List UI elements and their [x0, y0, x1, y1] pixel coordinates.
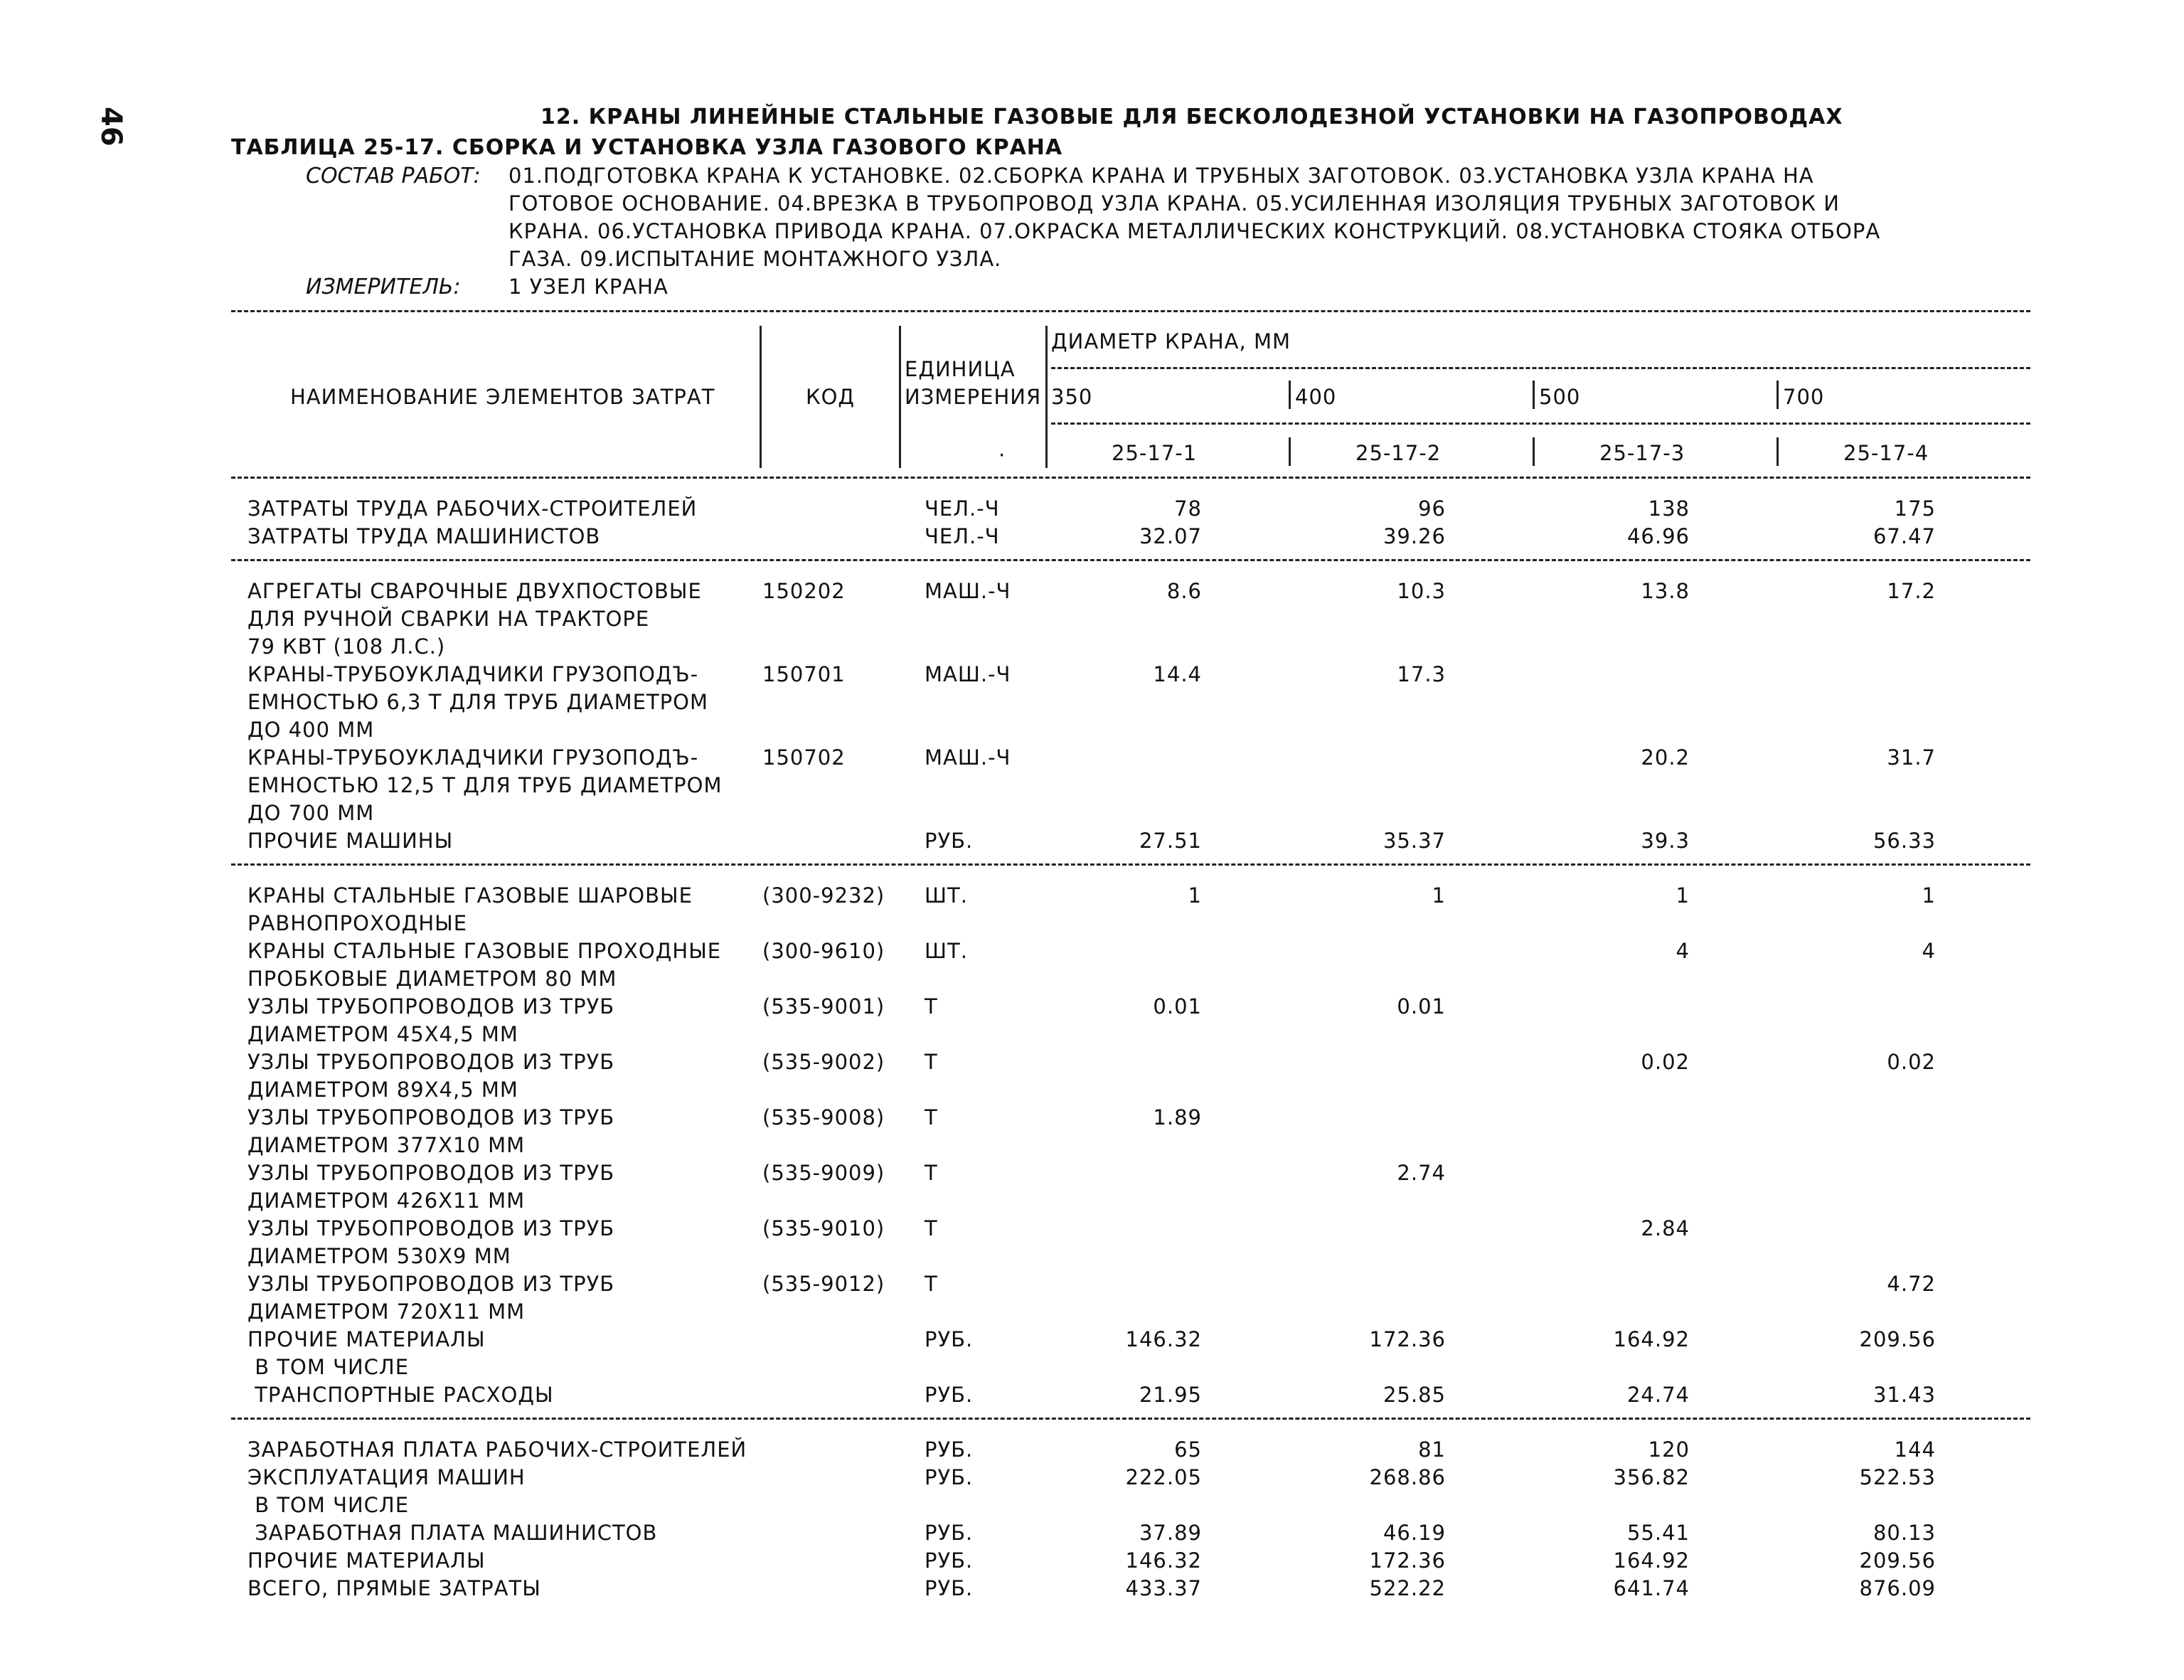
row-name-line: ДЛЯ РУЧНОЙ СВАРКИ НА ТРАКТОРЕ [247, 607, 650, 631]
row-unit: ЧЕЛ.-Ч [925, 524, 1000, 548]
row-value-3: 46.96 [1626, 524, 1690, 548]
row-code: (535-9012) [762, 1272, 885, 1296]
row-value-3: 641.74 [1613, 1576, 1690, 1600]
row-unit: РУБ. [925, 1548, 974, 1573]
group-rule [231, 559, 2030, 561]
row-name-line: УЗЛЫ ТРУБОПРОВОДОВ ИЗ ТРУБ [247, 1272, 615, 1296]
header-divider-code-4 [1777, 437, 1779, 466]
header-divider-values [1045, 326, 1048, 468]
row-unit: РУБ. [925, 1465, 974, 1489]
row-value-2: 1 [1432, 883, 1446, 908]
row-value-1: 37.89 [1139, 1521, 1202, 1545]
row-value-4: 56.33 [1873, 829, 1936, 853]
header-diameter-350: 350 [1051, 385, 1093, 409]
row-unit: РУБ. [925, 1521, 974, 1545]
row-name-line: КРАНЫ СТАЛЬНЫЕ ГАЗОВЫЕ ПРОХОДНЫЕ [247, 939, 722, 963]
row-value-3: 20.2 [1641, 745, 1690, 770]
row-name-line: ЕМНОСТЬЮ 6,3 Т ДЛЯ ТРУБ ДИАМЕТРОМ [247, 690, 709, 714]
row-name-line: РАВНОПРОХОДНЫЕ [247, 911, 468, 935]
row-value-1: 78 [1174, 496, 1202, 521]
row-value-1: 146.32 [1125, 1327, 1202, 1351]
row-unit: РУБ. [925, 829, 974, 853]
row-value-1: 14.4 [1153, 662, 1202, 686]
row-name-line: УЗЛЫ ТРУБОПРОВОДОВ ИЗ ТРУБ [247, 1161, 615, 1185]
row-unit: РУБ. [925, 1327, 974, 1351]
row-name-line: ДИАМЕТРОМ 720Х11 ММ [247, 1299, 526, 1324]
header-divider-code [760, 326, 762, 468]
row-name-line: УЗЛЫ ТРУБОПРОВОДОВ ИЗ ТРУБ [247, 1216, 615, 1240]
row-name-line: УЗЛЫ ТРУБОПРОВОДОВ ИЗ ТРУБ [247, 1050, 615, 1074]
row-value-2: 172.36 [1369, 1548, 1446, 1573]
row-name-line: ЗАРАБОТНАЯ ПЛАТА МАШИНИСТОВ [247, 1521, 658, 1545]
header-name: НАИМЕНОВАНИЕ ЭЛЕМЕНТОВ ЗАТРАТ [290, 385, 715, 409]
row-value-4: 175 [1894, 496, 1936, 521]
row-value-1: 146.32 [1125, 1548, 1202, 1573]
header-diameter-700: 700 [1783, 385, 1825, 409]
row-code: 150701 [762, 662, 846, 686]
row-name-line: КРАНЫ СТАЛЬНЫЕ ГАЗОВЫЕ ШАРОВЫЕ [247, 883, 693, 908]
row-unit: Т [925, 1216, 938, 1240]
header-unit-2: ИЗМЕРЕНИЯ [905, 385, 1042, 409]
header-code-25-17-3: 25-17-3 [1599, 441, 1685, 465]
row-value-2: 268.86 [1369, 1465, 1446, 1489]
header-diameter-500: 500 [1539, 385, 1581, 409]
header-divider-500 [1533, 381, 1535, 409]
header-code-25-17-2: 25-17-2 [1355, 441, 1442, 465]
row-value-1: 8.6 [1166, 579, 1202, 603]
header-bottom-rule [231, 477, 2030, 479]
row-name-line: ДИАМЕТРОМ 45Х4,5 ММ [247, 1022, 518, 1046]
header-diameter: ДИАМЕТР КРАНА, ММ [1051, 329, 1291, 353]
work-label: СОСТАВ РАБОТ: [306, 164, 481, 188]
table-title: ТАБЛИЦА 25-17. СБОРКА И УСТАНОВКА УЗЛА ГАЗОВОГО КРАНА [231, 135, 1063, 160]
row-value-3: 4 [1676, 939, 1690, 963]
header-code-25-17-1: 25-17-1 [1112, 441, 1198, 465]
row-value-2: 172.36 [1369, 1327, 1446, 1351]
group-rule [231, 863, 2030, 866]
row-value-2: 25.85 [1383, 1383, 1446, 1407]
row-value-3: 2.84 [1641, 1216, 1690, 1240]
row-name-line: ПРОЧИЕ МАТЕРИАЛЫ [247, 1548, 486, 1573]
row-code: (300-9610) [762, 939, 885, 963]
row-value-4: 144 [1894, 1437, 1936, 1462]
row-value-3: 0.02 [1641, 1050, 1690, 1074]
row-value-4: 80.13 [1873, 1521, 1936, 1545]
row-value-2: 10.3 [1397, 579, 1446, 603]
row-value-2: 39.26 [1383, 524, 1446, 548]
row-code: (535-9010) [762, 1216, 885, 1240]
row-unit: Т [925, 994, 938, 1019]
row-value-1: 222.05 [1125, 1465, 1202, 1489]
row-value-4: 4.72 [1887, 1272, 1936, 1296]
row-value-3: 120 [1648, 1437, 1690, 1462]
row-value-2: 81 [1418, 1437, 1446, 1462]
row-value-4: 209.56 [1859, 1327, 1936, 1351]
header-code-25-17-4: 25-17-4 [1843, 441, 1929, 465]
row-value-1: 0.01 [1153, 994, 1202, 1019]
row-value-3: 164.92 [1613, 1327, 1690, 1351]
row-value-1: 65 [1174, 1437, 1202, 1462]
row-value-4: 31.43 [1873, 1383, 1936, 1407]
row-value-2: 35.37 [1383, 829, 1446, 853]
header-unit-mark: · [998, 443, 1006, 467]
row-name-line: В ТОМ ЧИСЛЕ [247, 1355, 410, 1379]
row-unit: РУБ. [925, 1437, 974, 1462]
row-value-3: 1 [1676, 883, 1690, 908]
row-name-line: 79 КВТ (108 Л.С.) [247, 634, 446, 659]
row-value-1: 27.51 [1139, 829, 1202, 853]
row-name-line: КРАНЫ-ТРУБОУКЛАДЧИКИ ГРУЗОПОДЪ- [247, 662, 699, 686]
header-code: КОД [806, 385, 856, 409]
section-title: 12. КРАНЫ ЛИНЕЙНЫЕ СТАЛЬНЫЕ ГАЗОВЫЕ ДЛЯ БЕСКОЛОДЕЗНОЙ УСТАНОВКИ НА ГАЗОПРОВОДАХ [540, 105, 1843, 129]
header-diameter-400: 400 [1295, 385, 1337, 409]
header-divider-unit [899, 326, 901, 468]
row-name-line: ДИАМЕТРОМ 530Х9 ММ [247, 1244, 511, 1268]
header-divider-code-2 [1289, 437, 1291, 466]
row-name-line: ПРОЧИЕ МАШИНЫ [247, 829, 454, 853]
row-value-4: 67.47 [1873, 524, 1936, 548]
row-value-4: 876.09 [1859, 1576, 1936, 1600]
row-value-2: 522.22 [1369, 1576, 1446, 1600]
row-name-line: ЭКСПЛУАТАЦИЯ МАШИН [247, 1465, 526, 1489]
meter-label: ИЗМЕРИТЕЛЬ: [306, 275, 461, 299]
row-value-3: 138 [1648, 496, 1690, 521]
row-unit: ЧЕЛ.-Ч [925, 496, 1000, 521]
row-value-3: 164.92 [1613, 1548, 1690, 1573]
row-value-1: 1 [1188, 883, 1202, 908]
table-top-rule [231, 310, 2030, 312]
row-unit: Т [925, 1272, 938, 1296]
row-value-4: 0.02 [1887, 1050, 1936, 1074]
row-name-line: ПРОБКОВЫЕ ДИАМЕТРОМ 80 ММ [247, 967, 617, 991]
row-value-1: 1.89 [1153, 1105, 1202, 1129]
row-code: (535-9009) [762, 1161, 885, 1185]
row-name-line: ЗАТРАТЫ ТРУДА МАШИНИСТОВ [247, 524, 601, 548]
row-unit: РУБ. [925, 1383, 974, 1407]
row-unit: Т [925, 1050, 938, 1074]
row-value-4: 4 [1922, 939, 1936, 963]
row-value-3: 24.74 [1626, 1383, 1690, 1407]
row-name-line: ДИАМЕТРОМ 89Х4,5 ММ [247, 1078, 518, 1102]
row-value-2: 2.74 [1397, 1161, 1446, 1185]
row-name-line: ТРАНСПОРТНЫЕ РАСХОДЫ [247, 1383, 554, 1407]
row-name-line: ЕМНОСТЬЮ 12,5 Т ДЛЯ ТРУБ ДИАМЕТРОМ [247, 773, 723, 797]
header-rule-codes [1051, 422, 2030, 425]
header-divider-code-3 [1533, 437, 1535, 466]
row-unit: МАШ.-Ч [925, 662, 1011, 686]
row-name-line: ПРОЧИЕ МАТЕРИАЛЫ [247, 1327, 486, 1351]
row-name-line: АГРЕГАТЫ СВАРОЧНЫЕ ДВУХПОСТОВЫЕ [247, 579, 702, 603]
row-value-4: 31.7 [1887, 745, 1936, 770]
row-name-line: ВСЕГО, ПРЯМЫЕ ЗАТРАТЫ [247, 1576, 541, 1600]
row-name-line: ДО 700 ММ [247, 801, 375, 825]
row-unit: МАШ.-Ч [925, 745, 1011, 770]
row-value-3: 356.82 [1613, 1465, 1690, 1489]
work-line-2: ГОТОВОЕ ОСНОВАНИЕ. 04.ВРЕЗКА В ТРУБОПРОВОД УЗЛА КРАНА. 05.УСИЛЕННАЯ ИЗОЛЯЦИЯ ТРУБНЫХ ЗАГОТОВОК И [508, 191, 1840, 216]
row-unit: ШТ. [925, 939, 968, 963]
row-value-1: 433.37 [1125, 1576, 1202, 1600]
row-code: (300-9232) [762, 883, 885, 908]
row-unit: Т [925, 1161, 938, 1185]
row-name-line: ЗАРАБОТНАЯ ПЛАТА РАБОЧИХ-СТРОИТЕЛЕЙ [247, 1437, 747, 1462]
row-value-4: 1 [1922, 883, 1936, 908]
row-value-4: 17.2 [1887, 579, 1936, 603]
row-value-3: 13.8 [1641, 579, 1690, 603]
row-name-line: КРАНЫ-ТРУБОУКЛАДЧИКИ ГРУЗОПОДЪ- [247, 745, 699, 770]
row-value-2: 0.01 [1397, 994, 1446, 1019]
row-value-1: 21.95 [1139, 1383, 1202, 1407]
row-value-3: 55.41 [1626, 1521, 1690, 1545]
row-name-line: УЗЛЫ ТРУБОПРОВОДОВ ИЗ ТРУБ [247, 1105, 615, 1129]
row-value-2: 46.19 [1383, 1521, 1446, 1545]
group-rule [231, 1418, 2030, 1420]
row-name-line: ДО 400 ММ [247, 718, 375, 742]
row-code: 150702 [762, 745, 846, 770]
row-code: (535-9001) [762, 994, 885, 1019]
header-divider-400 [1289, 381, 1291, 409]
meter-value: 1 УЗЕЛ КРАНА [508, 275, 668, 299]
work-line-4: ГАЗА. 09.ИСПЫТАНИЕ МОНТАЖНОГО УЗЛА. [508, 247, 1002, 271]
row-value-2: 96 [1418, 496, 1446, 521]
row-unit: МАШ.-Ч [925, 579, 1011, 603]
work-line-1: 01.ПОДГОТОВКА КРАНА К УСТАНОВКЕ. 02.СБОРКА КРАНА И ТРУБНЫХ ЗАГОТОВОК. 03.УСТАНОВКА УЗЛА КРАНА НА [508, 164, 1814, 188]
row-value-1: 32.07 [1139, 524, 1202, 548]
row-unit: РУБ. [925, 1576, 974, 1600]
row-value-3: 39.3 [1641, 829, 1690, 853]
row-name-line: ЗАТРАТЫ ТРУДА РАБОЧИХ-СТРОИТЕЛЕЙ [247, 496, 698, 521]
row-value-4: 209.56 [1859, 1548, 1936, 1573]
row-code: (535-9008) [762, 1105, 885, 1129]
row-unit: Т [925, 1105, 938, 1129]
row-name-line: В ТОМ ЧИСЛЕ [247, 1493, 410, 1517]
row-name-line: ДИАМЕТРОМ 377Х10 ММ [247, 1133, 526, 1157]
page-number: 46 [95, 107, 127, 147]
header-rule-diameter [1051, 367, 2030, 369]
header-divider-700 [1777, 381, 1779, 409]
row-name-line: ДИАМЕТРОМ 426Х11 ММ [247, 1189, 526, 1213]
row-unit: ШТ. [925, 883, 968, 908]
work-line-3: КРАНА. 06.УСТАНОВКА ПРИВОДА КРАНА. 07.ОКРАСКА МЕТАЛЛИЧЕСКИХ КОНСТРУКЦИЙ. 08.УСТАНОВКА СТОЯКА ОТБОРА [508, 219, 1881, 243]
header-unit-1: ЕДИНИЦА [905, 357, 1016, 381]
row-name-line: УЗЛЫ ТРУБОПРОВОДОВ ИЗ ТРУБ [247, 994, 615, 1019]
row-value-4: 522.53 [1859, 1465, 1936, 1489]
row-value-2: 17.3 [1397, 662, 1446, 686]
row-code: 150202 [762, 579, 846, 603]
row-code: (535-9002) [762, 1050, 885, 1074]
